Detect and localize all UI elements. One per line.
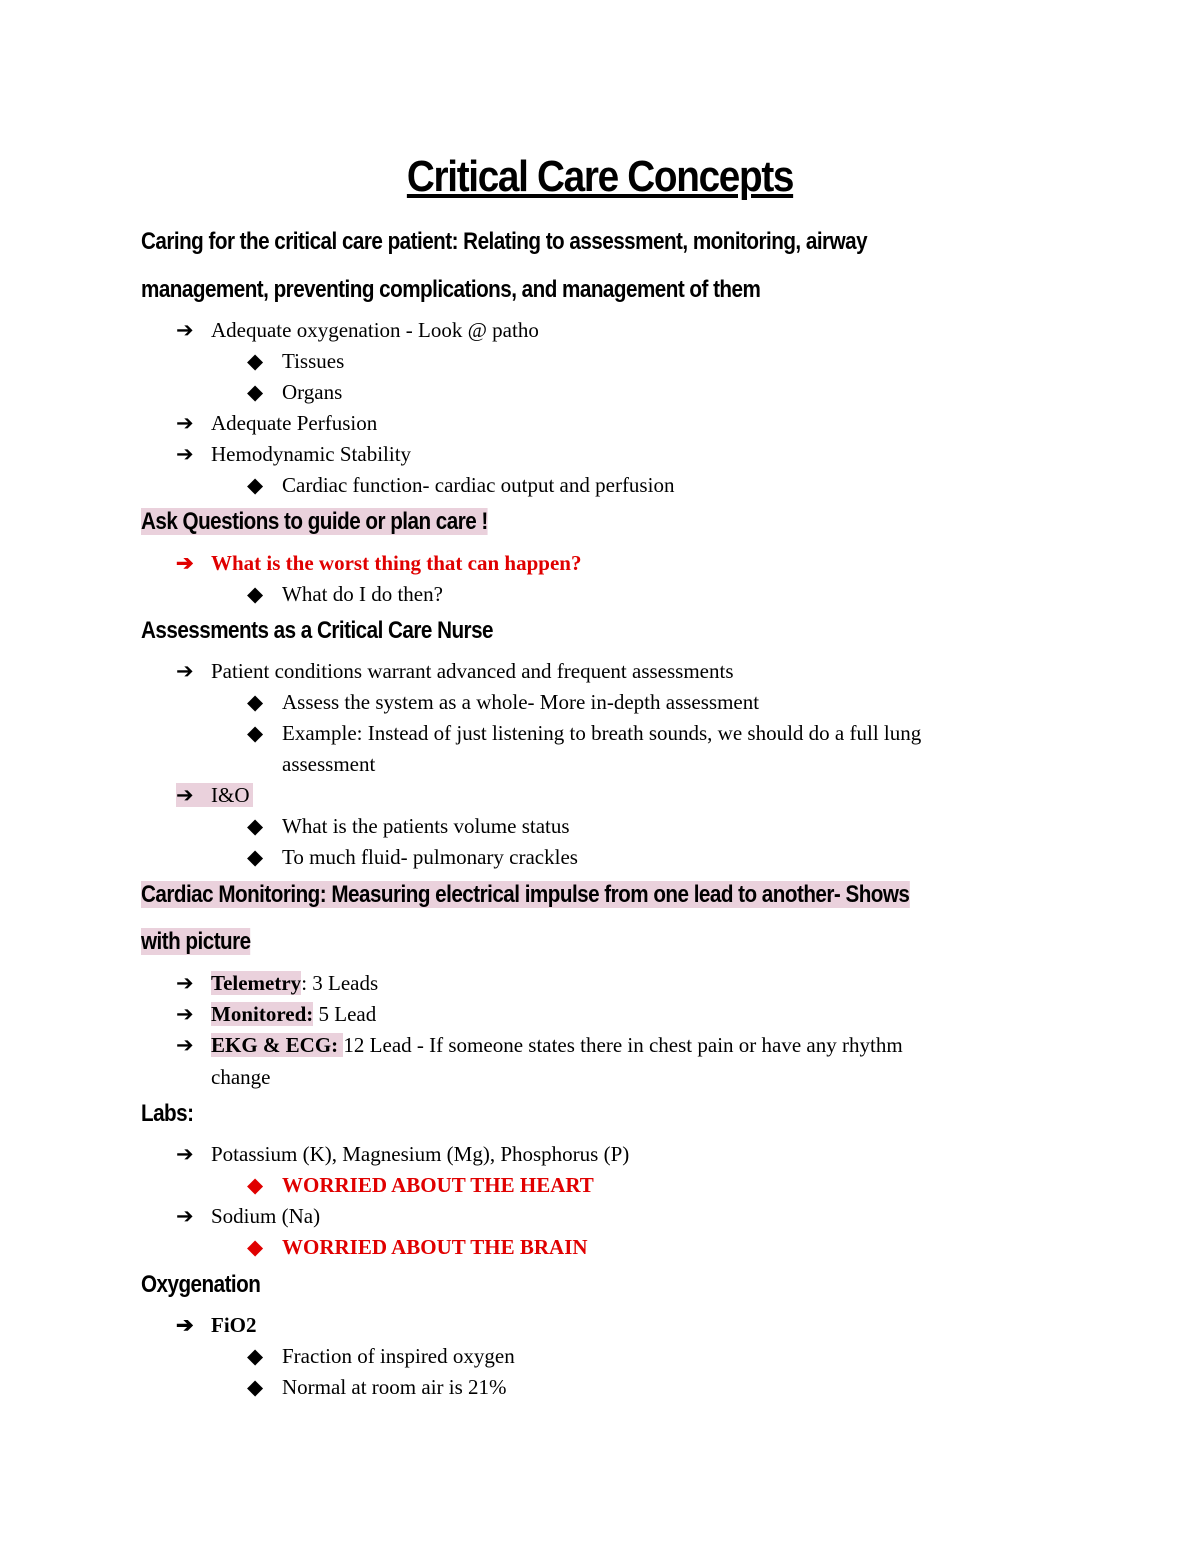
arrow-icon: ➔ [176, 318, 194, 342]
cardiac-heading-line2: with picture [141, 928, 251, 955]
arrow-icon: ➔ [176, 411, 194, 435]
list-item [247, 1342, 515, 1370]
diamond-bullet-icon: ◆ [247, 721, 264, 745]
caring-heading-line2: management, preventing complications, and management of them [141, 276, 761, 303]
diamond-bullet-icon: ◆ [247, 349, 264, 373]
arrow-icon: ➔ [176, 659, 194, 683]
list-item [176, 781, 253, 809]
list-item-text: What do I do then? [282, 582, 443, 606]
list-item-text: I&O [211, 783, 250, 807]
labs-heading: Labs: [141, 1100, 194, 1127]
list-item-text: FiO2 [211, 1313, 257, 1337]
list-item [176, 409, 377, 437]
list-item-label: EKG & ECG: [211, 1033, 344, 1057]
list-item [247, 1373, 507, 1401]
list-item-continuation: change [211, 1065, 271, 1089]
list-item [247, 719, 921, 747]
list-item-text: Patient conditions warrant advanced and frequent assessments [211, 659, 734, 683]
arrow-icon: ➔ [176, 971, 194, 995]
arrow-icon: ➔ [176, 442, 194, 466]
list-item [247, 378, 342, 406]
diamond-bullet-icon: ◆ [247, 814, 264, 838]
list-item-label: Telemetry [211, 971, 302, 995]
list-item [247, 580, 443, 608]
questions-heading: Ask Questions to guide or plan care ! [141, 508, 488, 535]
diamond-bullet-icon: ◆ [247, 690, 264, 714]
diamond-bullet-icon: ◆ [247, 845, 264, 869]
list-item-text: To much fluid- pulmonary crackles [282, 845, 578, 869]
arrow-icon: ➔ [176, 551, 194, 575]
diamond-bullet-icon: ◆ [247, 1173, 264, 1197]
list-item [176, 440, 411, 468]
list-item-continuation: assessment [282, 752, 376, 776]
caring-heading-line1: Caring for the critical care patient: Relating to assessment, monitoring, airway [141, 228, 868, 255]
diamond-bullet-icon: ◆ [247, 1235, 264, 1259]
list-item-text: Normal at room air is 21% [282, 1375, 507, 1399]
list-item [247, 688, 759, 716]
list-item [176, 969, 378, 997]
list-item [247, 812, 570, 840]
list-item [176, 657, 734, 685]
arrow-icon: ➔ [176, 1142, 194, 1166]
list-item [176, 1311, 257, 1339]
diamond-bullet-icon: ◆ [247, 473, 264, 497]
list-item-text: Adequate oxygenation - Look @ patho [211, 318, 539, 342]
list-item-text: WORRIED ABOUT THE HEART [282, 1173, 594, 1197]
cardiac-heading-line1: Cardiac Monitoring: Measuring electrical impulse from one lead to another- Shows [141, 881, 910, 908]
list-item [247, 1171, 594, 1199]
list-item [247, 471, 674, 499]
list-item-text: 12 Lead - If someone states there in chest pain or have any rhythm [343, 1033, 903, 1057]
list-item-text: What is the patients volume status [282, 814, 570, 838]
list-item-text: 5 Lead [313, 1002, 377, 1026]
list-item [176, 1031, 903, 1059]
list-item-label: Monitored: [211, 1002, 314, 1026]
list-item-text: What is the worst thing that can happen? [211, 551, 582, 575]
list-item-text: Sodium (Na) [211, 1204, 321, 1228]
arrow-icon: ➔ [176, 1313, 194, 1337]
list-item-text: Example: Instead of just listening to breath sounds, we should do a full lung [282, 721, 922, 745]
list-item [176, 1140, 629, 1168]
list-item [247, 843, 578, 871]
arrow-icon: ➔ [176, 1204, 194, 1228]
arrow-icon: ➔ [176, 783, 194, 807]
list-item [247, 347, 344, 375]
diamond-bullet-icon: ◆ [247, 1344, 264, 1368]
list-item-text: Adequate Perfusion [211, 411, 378, 435]
list-item-text: Hemodynamic Stability [211, 442, 412, 466]
diamond-bullet-icon: ◆ [247, 1375, 264, 1399]
list-item [176, 316, 539, 344]
list-item [176, 1202, 320, 1230]
list-item-text: Fraction of inspired oxygen [282, 1344, 515, 1368]
list-item-text: Assess the system as a whole- More in-depth assessment [282, 690, 760, 714]
list-item-text: Tissues [282, 349, 345, 373]
oxygenation-heading: Oxygenation [141, 1271, 261, 1298]
list-item-text: Cardiac function- cardiac output and perfusion [282, 473, 675, 497]
list-item-text: Organs [282, 380, 343, 404]
arrow-icon: ➔ [176, 1033, 194, 1057]
list-item-text: : 3 Leads [301, 971, 379, 995]
list-item [176, 1000, 376, 1028]
assessments-heading: Assessments as a Critical Care Nurse [141, 617, 494, 644]
document-title: Critical Care Concepts [406, 152, 794, 201]
diamond-bullet-icon: ◆ [247, 582, 264, 606]
list-item [176, 549, 581, 577]
list-item-text: Potassium (K), Magnesium (Mg), Phosphorus (P) [211, 1142, 630, 1166]
list-item-text: WORRIED ABOUT THE BRAIN [282, 1235, 588, 1259]
list-item [247, 1233, 588, 1261]
diamond-bullet-icon: ◆ [247, 380, 264, 404]
arrow-icon: ➔ [176, 1002, 194, 1026]
